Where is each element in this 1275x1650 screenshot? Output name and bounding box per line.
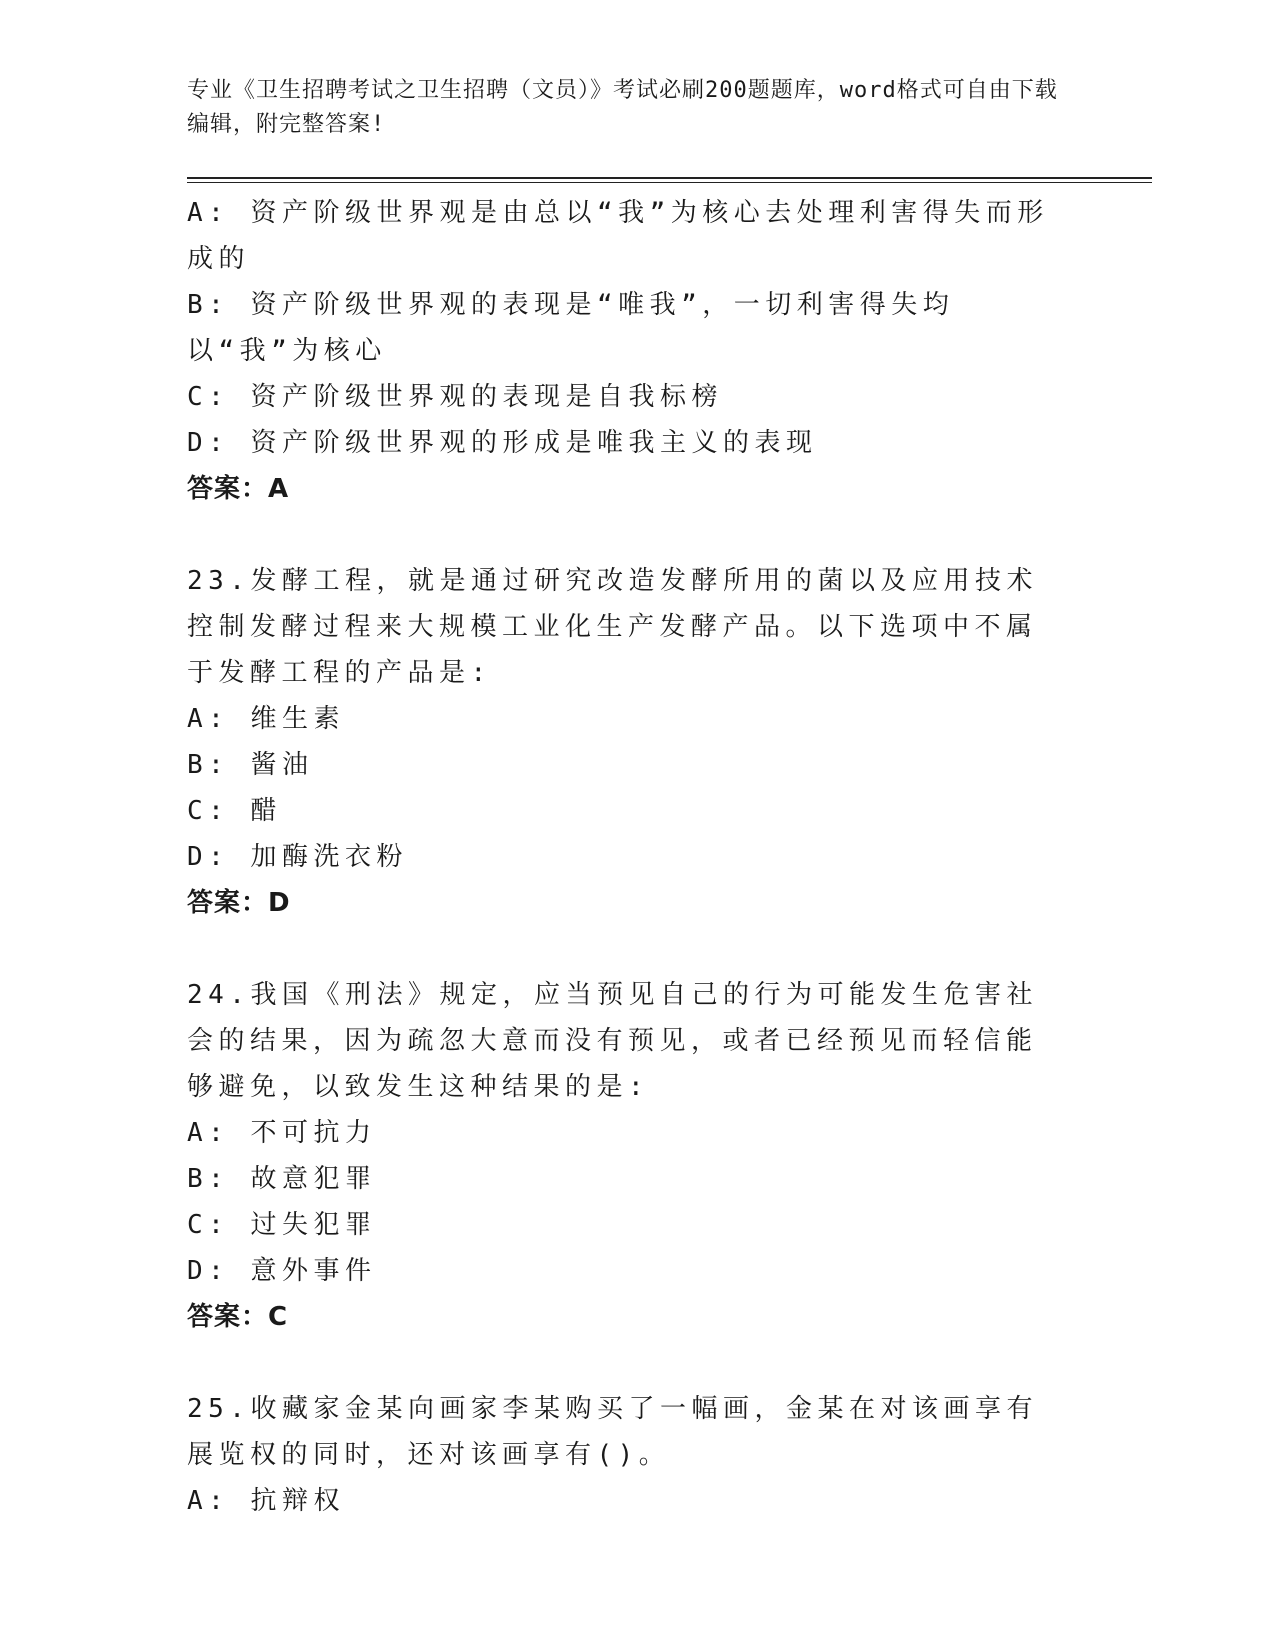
question-24: [187, 972, 1067, 1340]
spacer: [187, 1340, 1067, 1386]
question-25: [187, 1386, 1067, 1524]
option-d: D: 加酶洗衣粉: [187, 842, 408, 872]
option-b: B: 酱油: [187, 750, 314, 780]
spacer: [187, 512, 1067, 558]
header-rule-thin: [187, 182, 1152, 183]
spacer: [187, 926, 1067, 972]
question-22: [187, 190, 1067, 512]
document-header: 专业《卫生招聘考试之卫生招聘（文员）》考试必刷200题题库，word格式可自由下载编辑，附完整答案!: [187, 78, 1058, 137]
option-a: A: 资产阶级世界观是由总以“我”为核心去处理利害得失而形成的: [187, 198, 1049, 274]
question-stem: 25.收藏家金某向画家李某购买了一幅画，金某在对该画享有展览权的同时，还对该画享有()。: [187, 1394, 1038, 1470]
option-c: C: 资产阶级世界观的表现是自我标榜: [187, 382, 723, 412]
option-a: A: 维生素: [187, 704, 345, 734]
answer: 答案：A: [187, 474, 290, 504]
question-stem: 24.我国《刑法》规定，应当预见自己的行为可能发生危害社会的结果，因为疏忽大意而没有预见，或者已经预见而轻信能够避免，以致发生这种结果的是:: [187, 980, 1038, 1102]
option-a: A: 抗辩权: [187, 1486, 345, 1516]
header-rule-thick: [187, 177, 1152, 179]
question-stem: 23.发酵工程，就是通过研究改造发酵所用的菌以及应用技术控制发酵过程来大规模工业化生产发酵产品。以下选项中不属于发酵工程的产品是:: [187, 566, 1038, 688]
option-b: B: 故意犯罪: [187, 1164, 377, 1194]
option-b: B: 资产阶级世界观的表现是“唯我”，一切利害得失均以“我”为核心: [187, 290, 955, 366]
answer: 答案：C: [187, 1302, 289, 1332]
option-c: C: 过失犯罪: [187, 1210, 377, 1240]
answer: 答案：D: [187, 888, 291, 918]
option-c: C: 醋: [187, 796, 282, 826]
option-d: D: 资产阶级世界观的形成是唯我主义的表现: [187, 428, 818, 458]
option-d: D: 意外事件: [187, 1256, 377, 1286]
question-23: [187, 558, 1067, 926]
question-content: [187, 190, 1067, 1524]
option-a: A: 不可抗力: [187, 1118, 377, 1148]
